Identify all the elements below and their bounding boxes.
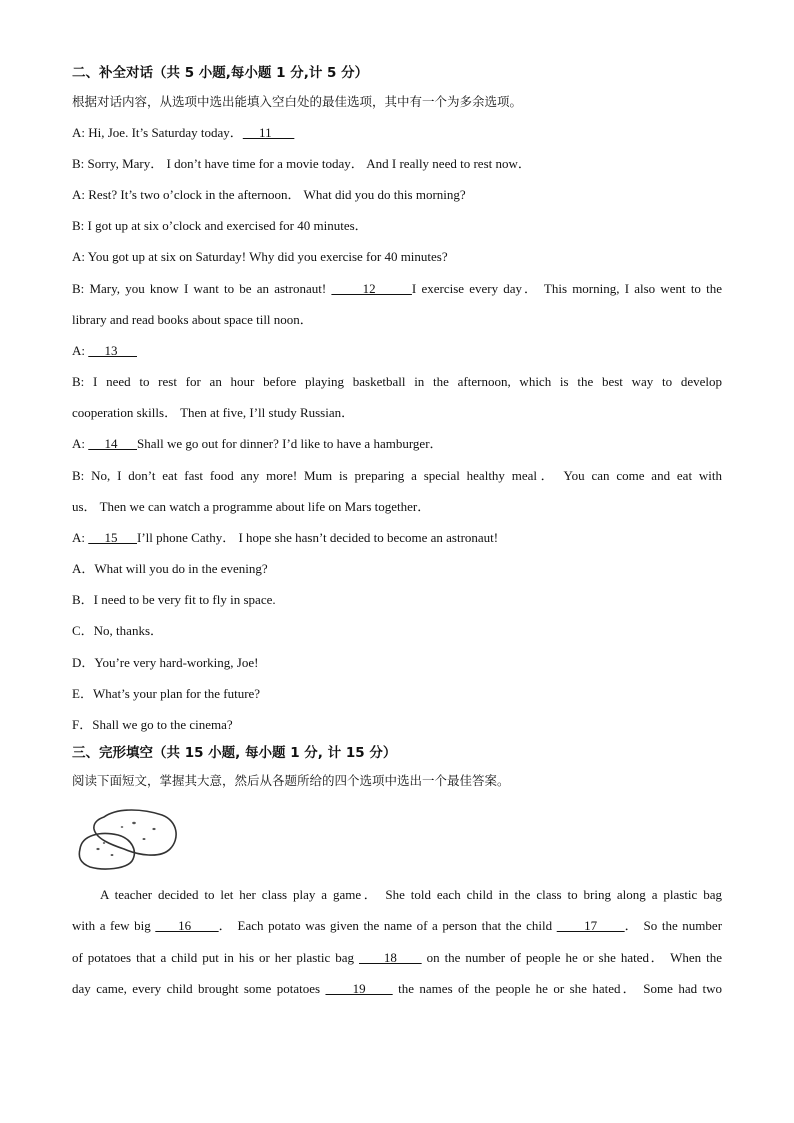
dialogue-line: B: Mary, you know I want to be an astronaut! 12 I exercise every day． This morning, I also went to the xyxy=(72,281,723,296)
blank-14[interactable]: 14 xyxy=(88,436,137,451)
dialogue-line: B: I got up at six o’clock and exercised for 40 minutes． xyxy=(72,218,368,233)
blank-16[interactable]: 16 xyxy=(155,918,219,933)
passage-line: A teacher decided to let her class play a game． She told each child in the class to bring along a plastic bag xyxy=(100,887,722,902)
blank-15[interactable]: 15 xyxy=(88,530,137,545)
blank-19[interactable]: 19 xyxy=(325,981,393,996)
dialogue-line: A: Rest? It’s two o’clock in the afternoon． What did you do this morning? xyxy=(72,187,466,202)
potatoes-illustration xyxy=(74,805,182,873)
dialogue-line: A: You got up at six on Saturday! Why did you exercise for 40 minutes? xyxy=(72,249,448,264)
dialogue-line: A: 15 I’ll phone Cathy． I hope she hasn’t decided to become an astronaut! xyxy=(72,530,499,545)
option-b[interactable]: B．I need to be very fit to fly in space. xyxy=(72,592,276,607)
passage-line: day came, every child brought some potatoes 19 the names of the people he or she hated． Some had two xyxy=(72,981,723,996)
blank-17[interactable]: 17 xyxy=(556,918,625,933)
option-d[interactable]: D．You’re very hard-working, Joe! xyxy=(72,655,259,670)
section3-instruction: 阅读下面短文，掌握其大意，然后从各题所给的四个选项中选出一个最佳答案。 xyxy=(72,773,510,788)
dialogue-line: library and read books about space till noon． xyxy=(72,312,313,327)
dialogue-line: cooperation skills． Then at five, I’ll study Russian． xyxy=(72,405,355,420)
section3-heading: 三、完形填空（共 15 小题, 每小题 1 分, 计 15 分） xyxy=(72,745,397,761)
blank-12[interactable]: 12 xyxy=(331,281,412,296)
passage-line: of potatoes that a child put in his or her plastic bag 18 on the number of people he or she hated． When the xyxy=(72,950,723,965)
passage-line: with a few big 16 ． Each potato was given the name of a person that the child 17 ． So the number xyxy=(72,918,723,933)
dialogue-line: A: 14 Shall we go out for dinner? I’d like to have a hamburger． xyxy=(72,436,443,451)
option-a[interactable]: A．What will you do in the evening? xyxy=(72,561,268,576)
dialogue-line: A: 13 xyxy=(72,343,137,358)
dialogue-line: A: Hi, Joe. It’s Saturday today． 11 xyxy=(72,125,295,140)
section2-heading: 二、补全对话（共 5 小题,每小题 1 分,计 5 分） xyxy=(72,65,369,81)
dialogue-line: us． Then we can watch a programme about life on Mars together． xyxy=(72,499,431,514)
option-f[interactable]: F．Shall we go to the cinema? xyxy=(72,717,233,732)
blank-13[interactable]: 13 xyxy=(88,343,137,358)
dialogue-line: B: No, I don’t eat fast food any more! Mum is preparing a special healthy meal． You can come and eat with xyxy=(72,468,722,483)
blank-18[interactable]: 18 xyxy=(359,950,422,965)
dialogue-line: B: Sorry, Mary． I don’t have time for a movie today． And I really need to rest now． xyxy=(72,156,531,171)
section2-instruction: 根据对话内容，从选项中选出能填入空白处的最佳选项，其中有一个为多余选项。 xyxy=(72,94,523,109)
blank-11[interactable]: 11 xyxy=(242,125,295,140)
dialogue-line: B: I need to rest for an hour before playing basketball in the afternoon, which is the best way to develop xyxy=(72,374,722,389)
option-e[interactable]: E．What’s your plan for the future? xyxy=(72,686,261,701)
option-c[interactable]: C．No, thanks． xyxy=(72,623,164,638)
